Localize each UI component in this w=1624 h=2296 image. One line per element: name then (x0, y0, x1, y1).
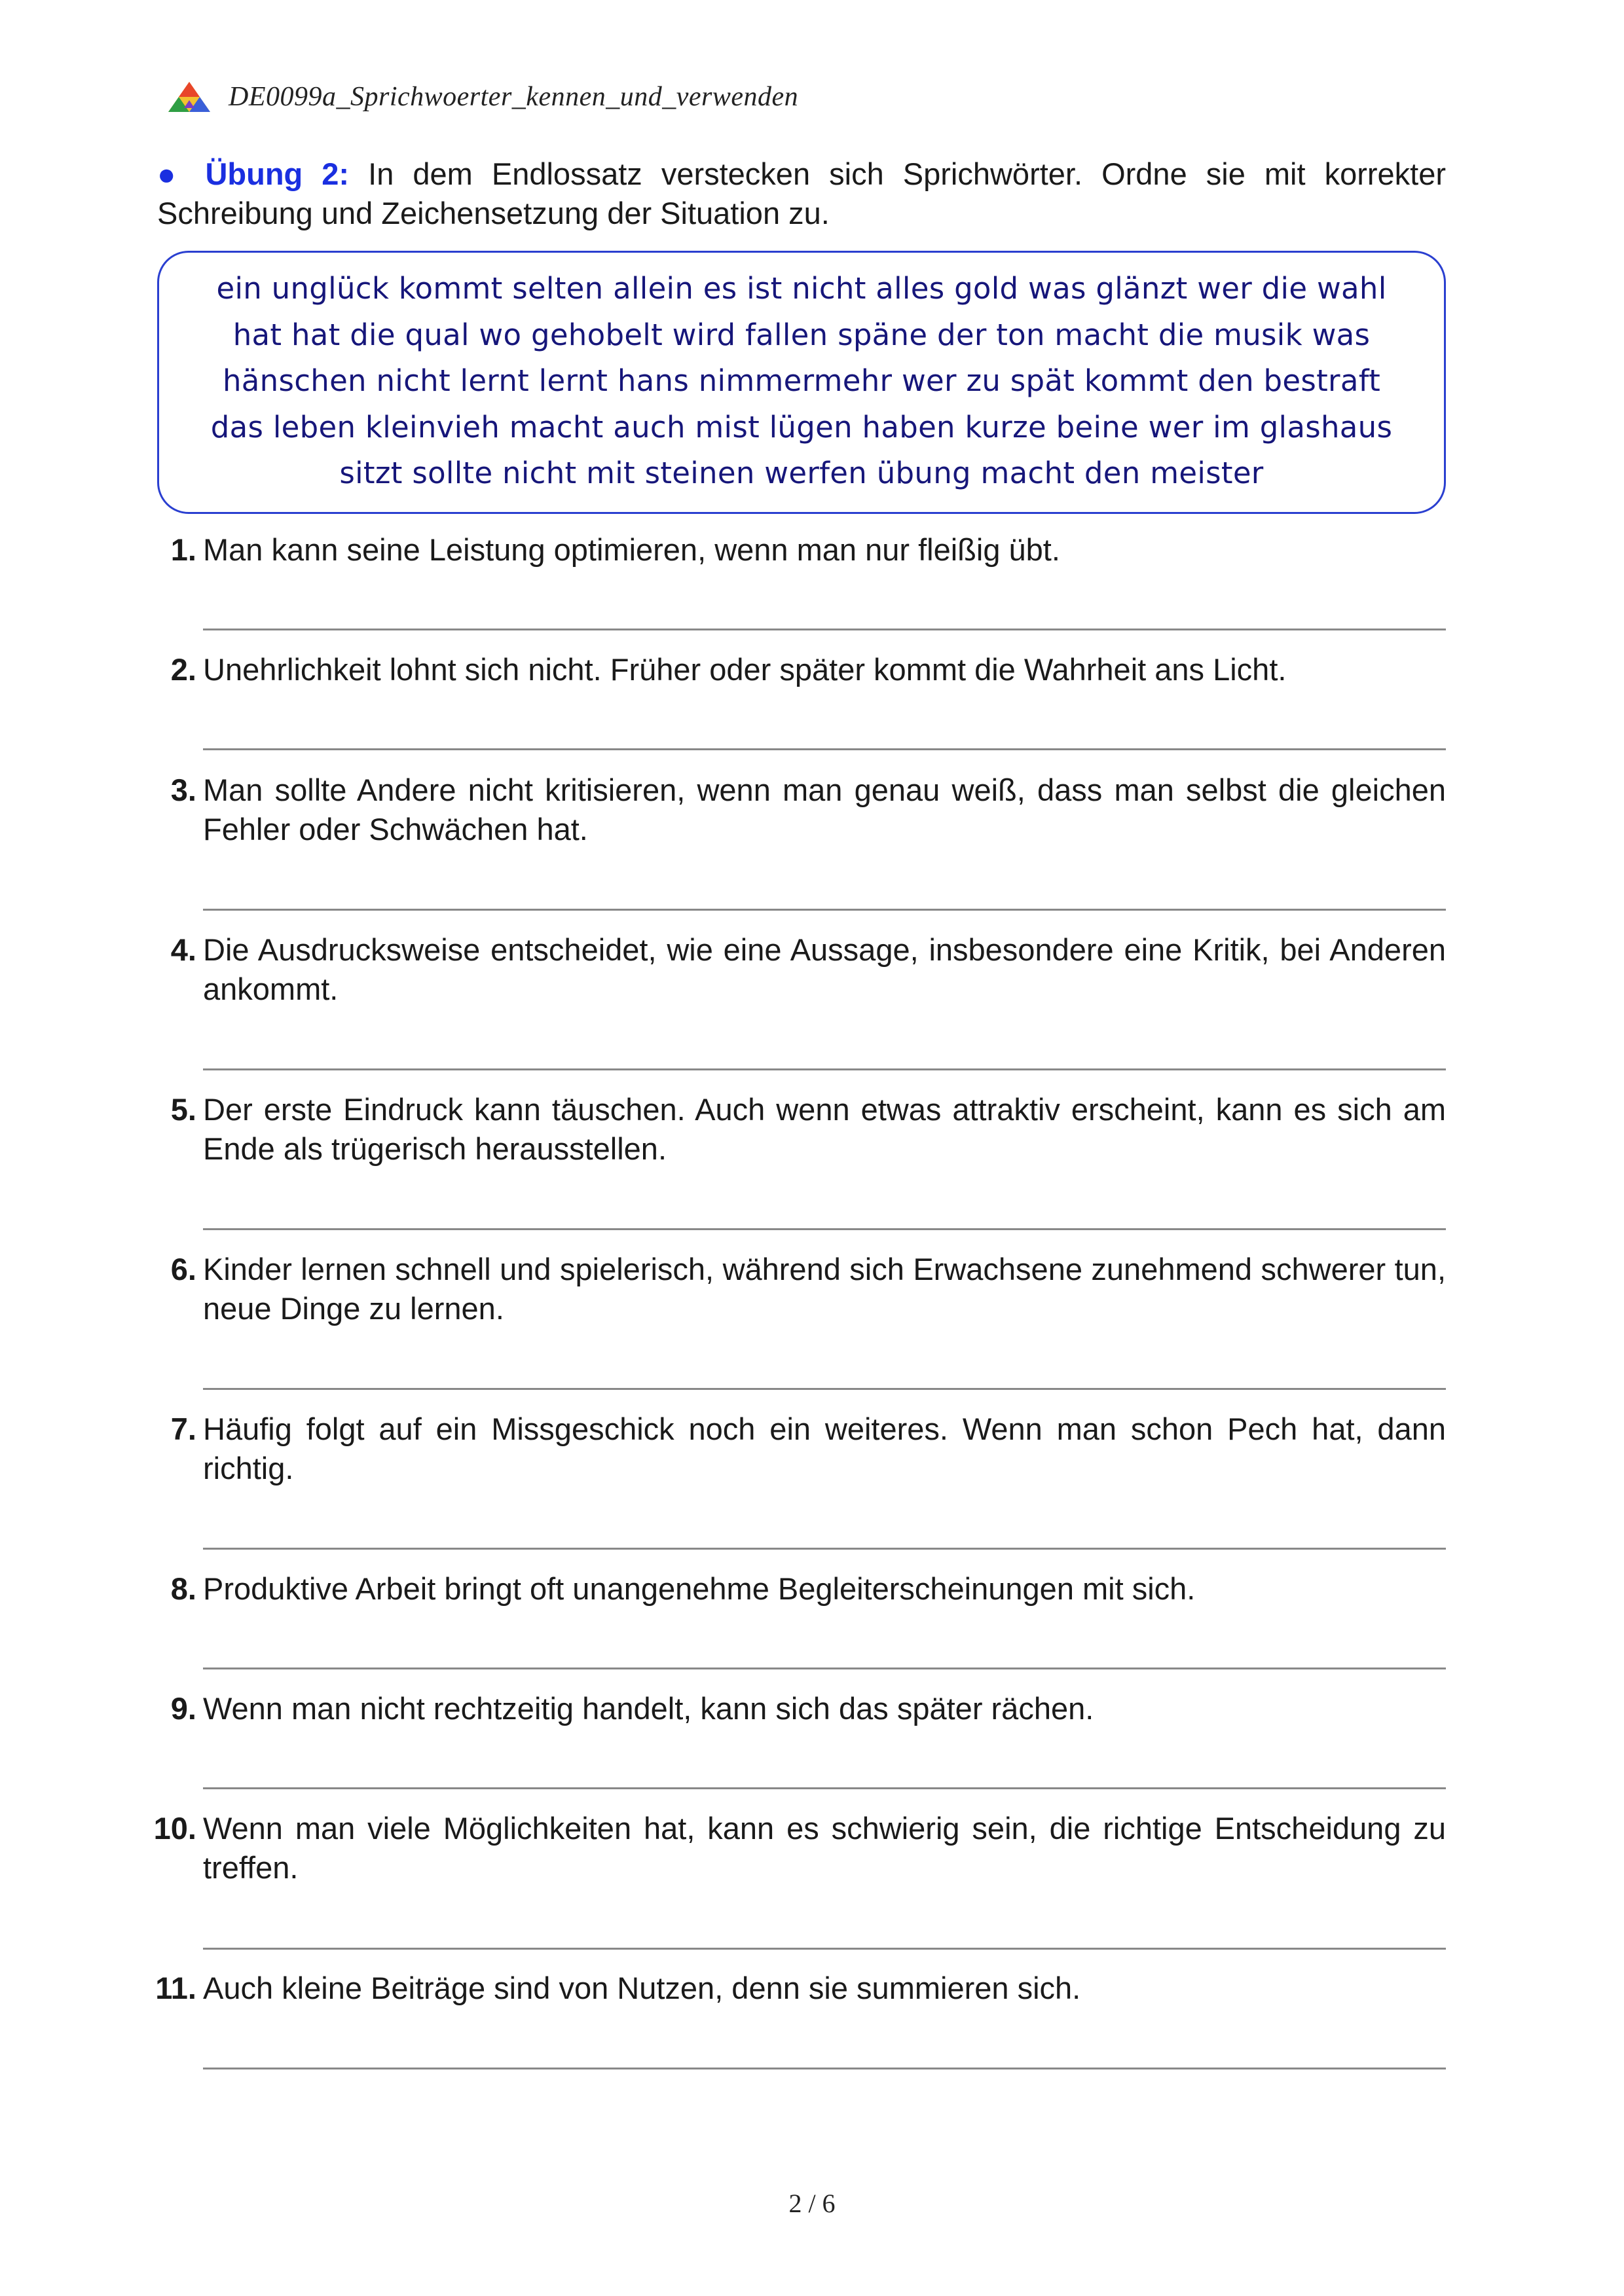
answer-line[interactable] (203, 1228, 1446, 1230)
item-number: 11. (155, 1971, 196, 2005)
document-title: DE0099a_Sprichwoerter_kennen_und_verwenden (229, 82, 799, 112)
item-situation-text: Kinder lernen schnell und spielerisch, während sich Erwachsene zunehmend schwerer tun, neue Dinge zu lernen. (203, 1252, 1446, 1326)
endless-sentence-text: ein unglück kommt selten allein es ist nicht alles gold was glänzt wer die wahl hat hat die qual wo gehobelt wird fallen späne der ton macht die musik was hänschen nicht lernt lernt hans nimmermehr wer zu spät kommt den bestraft das leben kleinvieh macht auch mist lügen haben kurze beine wer im glashaus sitzt sollte nicht mit steinen werfen übung macht den meister (210, 271, 1393, 490)
item-number: 6. (170, 1252, 196, 1286)
page-number: 2 / 6 (788, 2189, 836, 2218)
item-number: 7. (170, 1412, 196, 1446)
item-situation-text: Häufig folgt auf ein Missgeschick noch ein weiteres. Wenn man schon Pech hat, dann richtig. (203, 1412, 1446, 1485)
answer-line[interactable] (203, 1667, 1446, 1669)
colorful-triangle-logo-icon (167, 81, 212, 113)
item-situation-text: Auch kleine Beiträge sind von Nutzen, denn sie summieren sich. (203, 1971, 1081, 2005)
item-number: 9. (170, 1691, 196, 1726)
item-number: 3. (170, 773, 196, 807)
item-situation-text: Produktive Arbeit bringt oft unangenehme Begleiterscheinungen mit sich. (203, 1571, 1196, 1606)
item-number: 4. (170, 932, 196, 967)
answer-line[interactable] (203, 629, 1446, 630)
answer-line[interactable] (203, 1068, 1446, 1070)
item-number: 5. (170, 1092, 196, 1127)
answer-line[interactable] (203, 1548, 1446, 1550)
answer-line[interactable] (203, 1948, 1446, 1950)
answer-line[interactable] (203, 748, 1446, 750)
item-number: 10. (153, 1811, 196, 1846)
item-situation-text: Wenn man nicht rechtzeitig handelt, kann sich das später rächen. (203, 1691, 1094, 1726)
answer-line[interactable] (203, 909, 1446, 911)
exercise-instruction-text: In dem Endlossatz verstecken sich Sprichwörter. Ordne sie mit korrekter Schreibung und Zeichensetzung der Situation zu. (157, 156, 1447, 230)
exercise-label: Übung 2: (205, 156, 350, 191)
item-situation-text: Unehrlichkeit lohnt sich nicht. Früher oder später kommt die Wahrheit ans Licht. (203, 652, 1287, 687)
exercise-instructions (157, 155, 1446, 233)
item-number: 8. (170, 1571, 196, 1606)
answer-line[interactable] (203, 1388, 1446, 1390)
answer-line[interactable] (203, 2068, 1446, 2069)
item-situation-text: Man kann seine Leistung optimieren, wenn man nur fleißig übt. (203, 532, 1060, 567)
item-number: 2. (170, 652, 196, 687)
exercise-bullet: ● (157, 156, 187, 191)
item-number: 1. (170, 532, 196, 567)
item-situation-text: Die Ausdrucksweise entscheidet, wie eine Aussage, insbesondere eine Kritik, bei Anderen ankommt. (203, 932, 1446, 1006)
answer-line[interactable] (203, 1787, 1446, 1789)
item-situation-text: Man sollte Andere nicht kritisieren, wenn man genau weiß, dass man selbst die gleichen Fehler oder Schwächen hat. (203, 773, 1446, 847)
page-header (167, 77, 798, 117)
item-situation-text: Wenn man viele Möglichkeiten hat, kann es schwierig sein, die richtige Entscheidung zu treffen. (203, 1811, 1446, 1885)
item-situation-text: Der erste Eindruck kann täuschen. Auch wenn etwas attraktiv erscheint, kann es sich am Ende als trügerisch herausstellen. (203, 1092, 1446, 1166)
endless-sentence-box (157, 251, 1446, 514)
